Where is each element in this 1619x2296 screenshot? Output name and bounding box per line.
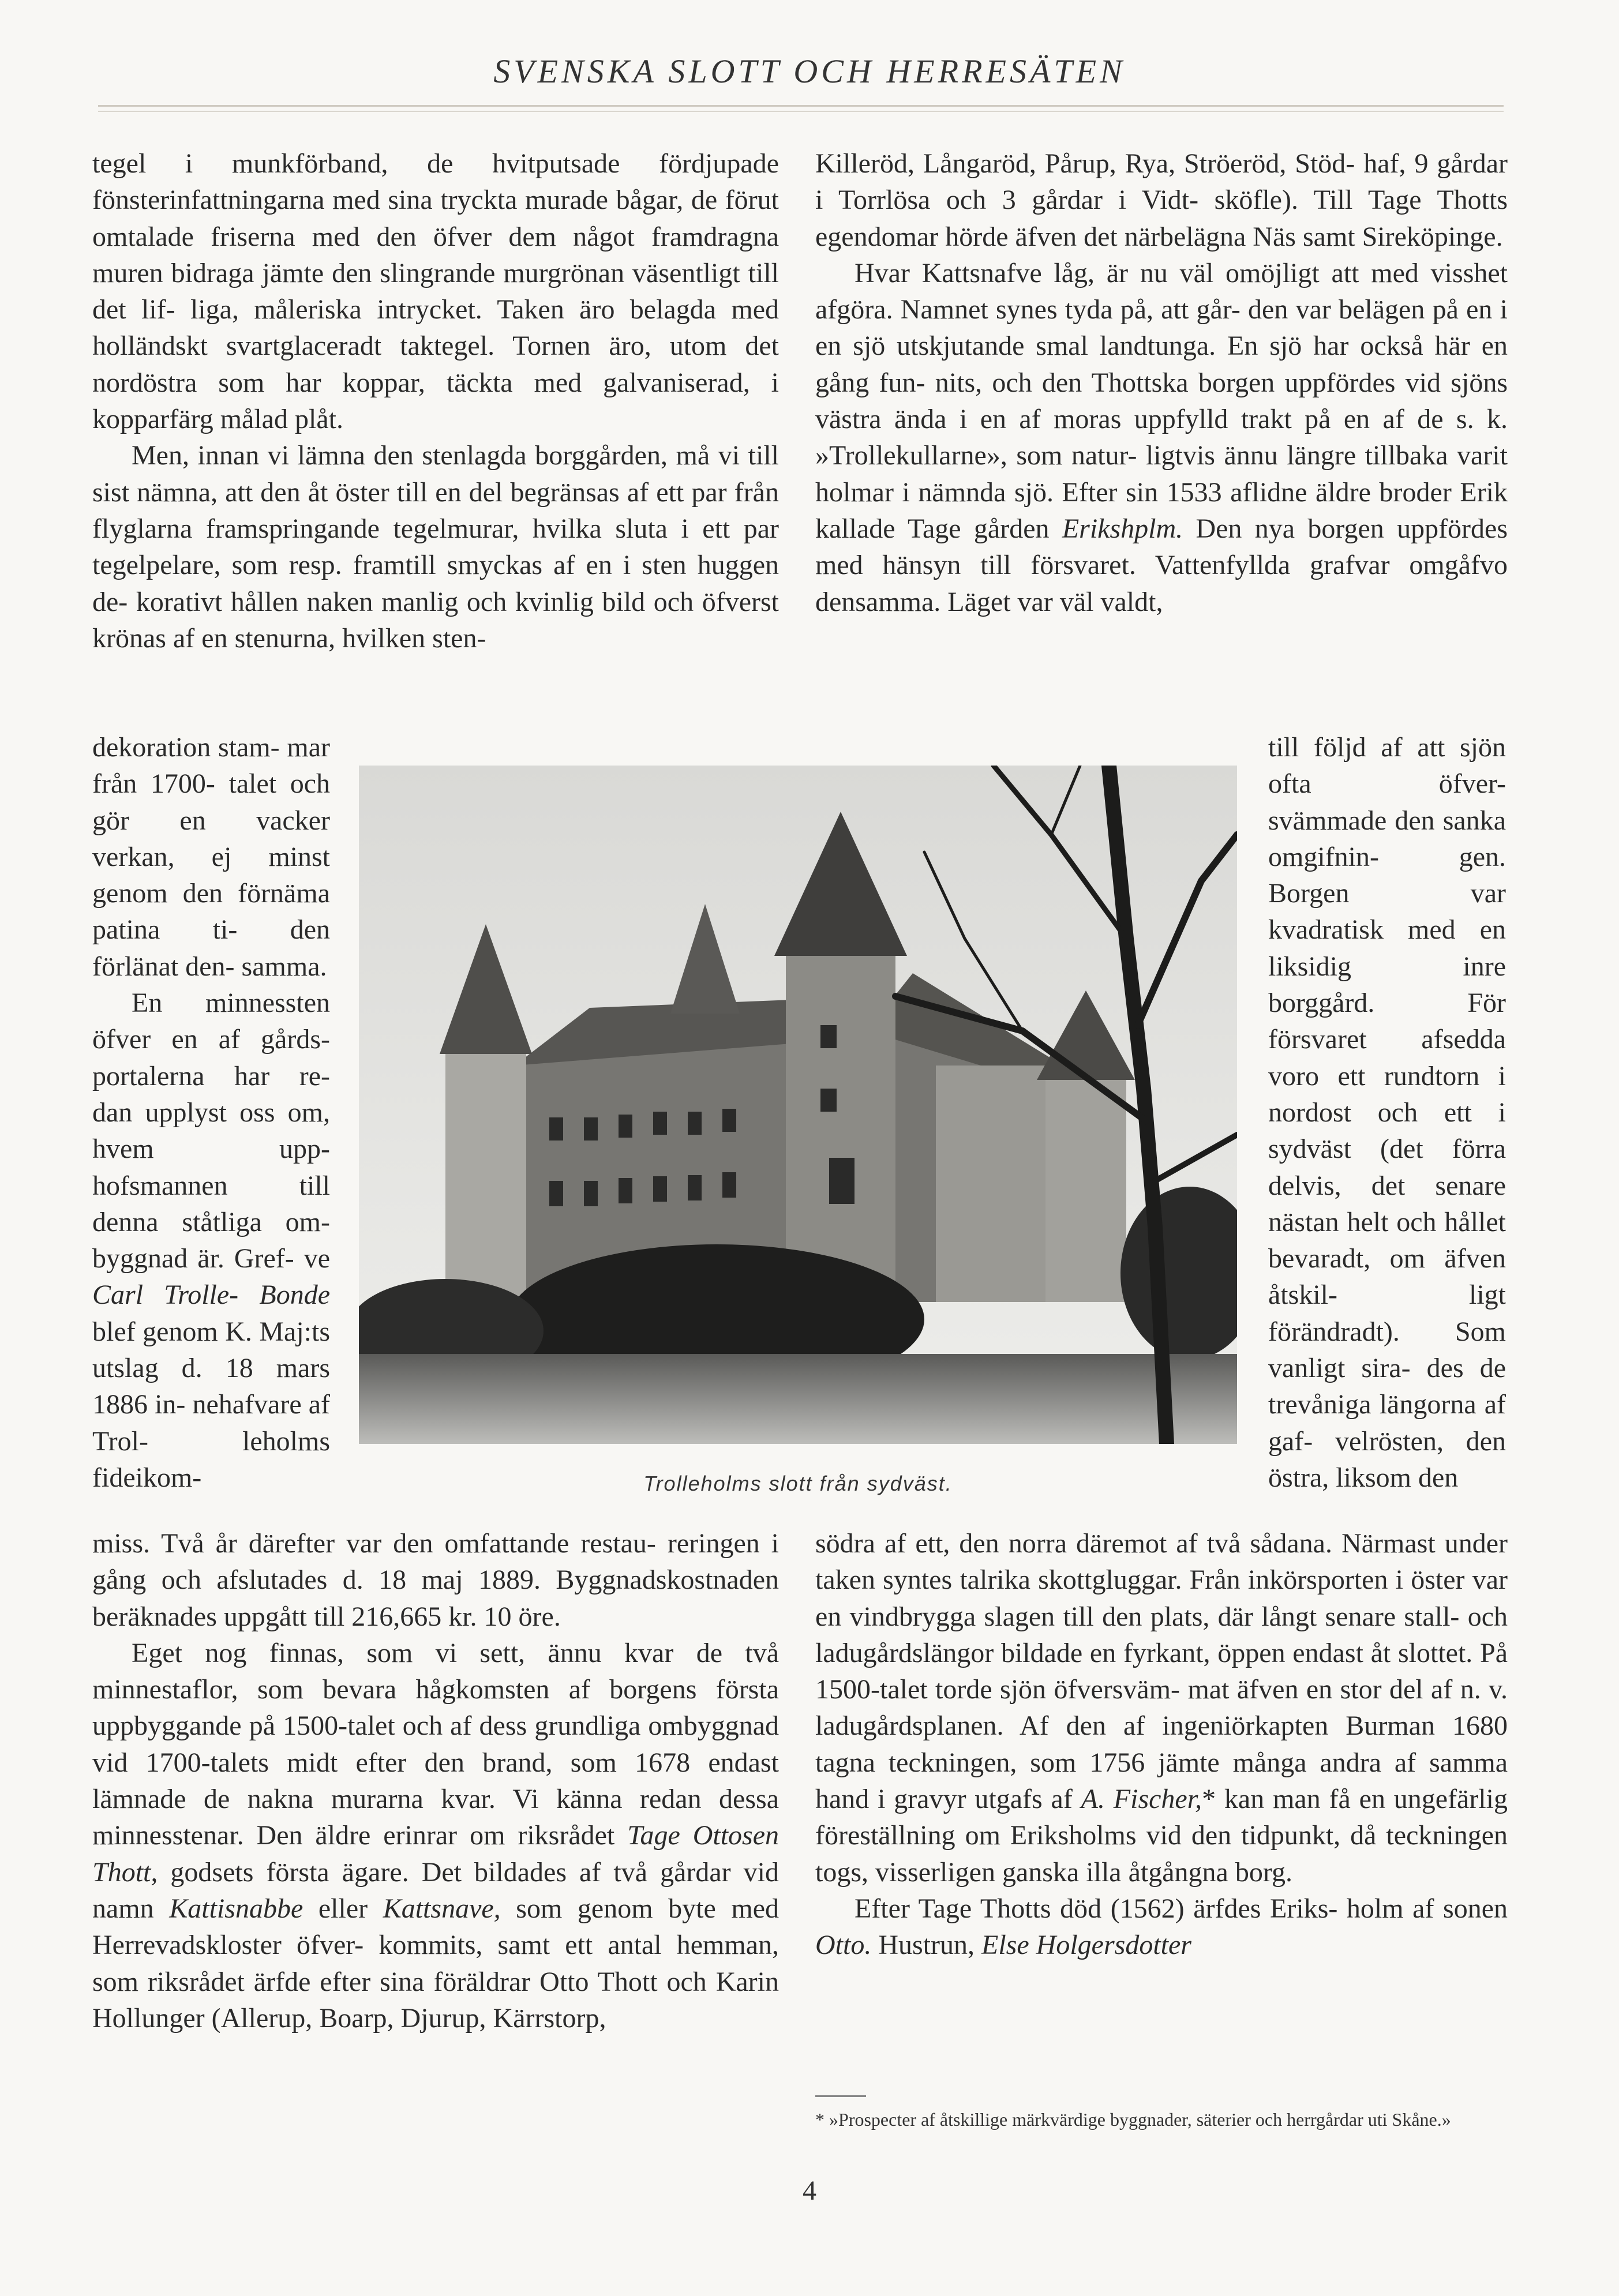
left-column-narrow <box>92 729 330 1496</box>
text-line: gen. Borgen var <box>1268 841 1506 909</box>
text-line: ganska illa åtgångna borg. <box>1002 1856 1292 1888</box>
text-line: Af den af ingeniörkapten Burman 1680 tagna <box>815 1710 1508 1778</box>
text-line: liga, måleriska intrycket. Taken äro belagda med <box>190 294 779 325</box>
italic-name: Kattisnabbe <box>169 1893 303 1924</box>
text-line: dan upplyst oss <box>92 1097 275 1128</box>
text-line: samma. <box>241 951 327 982</box>
paragraph <box>92 1525 779 1635</box>
text-line: K. Maj:ts utslag d. <box>92 1316 331 1384</box>
text-line: kallade Tage gården <box>815 513 1062 544</box>
text-line: voro ett rundtorn <box>1268 1060 1480 1091</box>
text-line: och öfverst krönas af en stenurna, hvilken sten- <box>92 586 779 654</box>
text-line: det närbelägna Näs samt Sireköpinge. <box>1084 221 1503 252</box>
text-line: en liksidig inre <box>1268 914 1506 982</box>
page-number: 4 <box>803 2175 816 2206</box>
text-line: teckningen, som 1756 jämte många andra af <box>888 1747 1416 1778</box>
text-line: des de trevåniga <box>1268 1353 1506 1420</box>
text-line: Hustrun, <box>878 1930 982 1961</box>
text-line: östra, liksom den <box>1268 1462 1459 1493</box>
italic-name: Otto. <box>815 1930 872 1961</box>
text-line: Hvar Kattsnafve låg, är nu väl omöjligt att med <box>855 257 1419 288</box>
text-line: Som vanligt sira- <box>1268 1316 1506 1384</box>
italic-name: A. Fischer, <box>1081 1784 1202 1815</box>
italic-name: Else Holgersdotter <box>981 1930 1191 1961</box>
paragraph <box>92 729 330 985</box>
text-line: i nordost och ett i <box>1268 1060 1506 1128</box>
text-line: om, hvem upp- <box>92 1097 331 1165</box>
text-line: om äfven åtskil- <box>1268 1243 1506 1311</box>
footnote: * »Prospecter af åtskillige märkvärdige byggnader, säterier och herrgårdar uti Skåne.» <box>815 2109 1451 2130</box>
text-line: kvadratisk med <box>1268 914 1456 946</box>
text-line: bågar, de förut omtalade friserna med den öfver <box>92 185 779 252</box>
text-line: första uppbyggande på 1500-talet och af dess <box>92 1674 779 1742</box>
text-line: nästan helt och <box>1268 1206 1437 1237</box>
text-line: resp. framtill smyckas af en i sten huggen de- <box>92 550 779 617</box>
text-line: miss. Två år därefter var den omfattande restau- <box>92 1528 656 1559</box>
text-line: minnestaflor, som bevara hågkomsten af borgens <box>92 1674 697 1705</box>
italic-name: Thott, <box>92 1856 158 1888</box>
text-line: Den äldre erinrar om riksrådet <box>256 1820 628 1851</box>
text-line: som genom byte med Herrevadskloster öfver- <box>92 1893 779 1961</box>
text-line: visshet afgöra. Namnet synes tyda på, att går- <box>815 257 1508 325</box>
text-line: holländskt svartglaceradt taktegel. Tornen äro, <box>92 331 651 362</box>
text-line: sanka omgifnin- <box>1268 805 1506 872</box>
text-line: södra af ett, den norra däremot af två sådana. <box>815 1528 1332 1559</box>
text-line: ligt förändradt). <box>1268 1280 1506 1347</box>
text-line: velrösten, den <box>1335 1425 1506 1457</box>
text-line: nehafvare af Trol- <box>92 1389 330 1457</box>
text-line: eller <box>303 1893 383 1924</box>
text-line: reringen i gång och afslutades d. 18 maj 1889. <box>92 1528 779 1596</box>
text-line: begränsas af ett par från flyglarna framspringande <box>92 477 779 544</box>
text-line: * kan <box>1202 1784 1265 1815</box>
italic-name: Tage Ottosen <box>627 1820 779 1851</box>
text-line: tegel i munkförband, de hvitputsade fördjupade <box>92 148 779 179</box>
text-line: byggnad är. Gref- <box>92 1243 294 1274</box>
text-line: till följd af att <box>1268 732 1445 763</box>
text-line: landtunga. En sjö har också här en gång fun- <box>815 331 1508 398</box>
text-line: haf, 9 gårdar i Torrlösa och 3 gårdar i Vidt- <box>815 148 1508 216</box>
text-line: på en af de s. k. »Trollekullarne», som natur- <box>815 404 1508 471</box>
right-column-narrow <box>1268 729 1506 1496</box>
text-line: ligtvis ännu längre tillbaka varit holmar i nämnda <box>815 440 1508 508</box>
text-line: ladugårdslängor bildade en fyrkant, öppen endast <box>815 1637 1363 1668</box>
text-line: den förlänat den- <box>92 914 330 982</box>
text-line: sjön ofta öfver- <box>1268 732 1506 800</box>
running-header: SVENSKA SLOTT OCH HERRESÄTEN <box>493 52 1126 90</box>
left-column-top <box>92 145 779 656</box>
text-line: sjö. Efter sin 1533 aflidne äldre broder Erik <box>1014 477 1508 508</box>
text-line: Hollunger (Allerup, Boarp, Djurup, Kärrstorp, <box>92 2002 606 2034</box>
text-line: minst genom den <box>92 841 331 909</box>
paragraph <box>815 255 1508 620</box>
paragraph <box>92 437 779 656</box>
text-line: delvis, det senare <box>1268 1170 1506 1201</box>
text-line: 216,665 kr. 10 öre. <box>351 1601 561 1632</box>
footnote-rule <box>815 2095 866 2097</box>
text-line: dem något framdragna muren bidraga jämte <box>92 221 779 288</box>
text-line: korativt hållen naken manlig och kvinlig bild <box>136 586 646 617</box>
text-line: En minnessten <box>132 988 330 1019</box>
text-line: hållet bevaradt, <box>1268 1206 1506 1274</box>
text-line: Från inkörsporten i öster var en vindbrygga <box>815 1565 1508 1632</box>
italic-name: Bonde <box>259 1280 330 1311</box>
text-line: sköfle). Till Tage Thotts egendomar hörde äfven <box>815 185 1508 252</box>
text-line: Den nya borgen <box>1183 513 1384 544</box>
text-line: mat äfven en stor del af n. v. ladugårdsplanen. <box>815 1674 1508 1742</box>
paragraph <box>815 1525 1508 1890</box>
figure-caption: Trolleholms slott från sydväst. <box>643 1472 953 1495</box>
italic-name: Erikshplm. <box>1062 513 1183 544</box>
text-line: den brand, som 1678 endast lämnade de nakna <box>92 1747 779 1815</box>
text-line: Killeröd, Långaröd, Pårup, Rya, Ströeröd, Stöd- <box>815 148 1355 179</box>
text-line: man få en ungefärlig föreställning om Eriksholms <box>815 1784 1508 1851</box>
text-line: Men, innan vi lämna den stenlagda borggården, <box>132 440 668 471</box>
text-line: grundliga ombyggnad vid 1700-talets midt efter <box>92 1710 779 1778</box>
text-line: gårdar vid namn <box>92 1856 779 1924</box>
text-line: leholms fideikom- <box>92 1425 330 1493</box>
text-line: nits, och den Thottska borgen uppfördes vid <box>935 367 1441 398</box>
text-line: sjöns västra ända i en af moras uppfylld trakt <box>815 367 1508 435</box>
text-line: den var belägen på en i en sjö utskjutande smal <box>815 294 1508 362</box>
text-line: längorna af gaf- <box>1268 1389 1506 1457</box>
header-rule <box>98 105 1504 107</box>
text-line: dekoration stam- <box>92 732 280 763</box>
paragraph <box>815 1890 1508 1964</box>
header-rule-thin <box>98 111 1504 112</box>
paragraph <box>1268 729 1506 1496</box>
right-column-bottom <box>815 1525 1508 1964</box>
text-line: portalerna har re- <box>92 1060 330 1091</box>
text-line: Byggnadskostnaden beräknades uppgått till <box>92 1565 779 1632</box>
text-line: utom det nordöstra som har koppar, täckta med <box>92 331 779 398</box>
castle-photograph <box>359 766 1237 1444</box>
text-line: förnäma patina ti- <box>92 878 330 946</box>
text-line: försvaret afsedda <box>1268 1024 1506 1055</box>
text-line: ve <box>303 1243 330 1274</box>
paragraph <box>92 1635 779 2036</box>
text-line: blef genom <box>92 1316 218 1347</box>
text-line: uppfördes med hänsyn till försvaret. Vattenfyllda <box>815 513 1508 581</box>
text-line: vid den tidpunkt, då teckningen togs, visserligen <box>815 1820 1508 1888</box>
paragraph <box>92 145 779 437</box>
paragraph <box>92 985 330 1496</box>
text-line: 18 mars 1886 in- <box>92 1353 331 1420</box>
text-line: åt slottet. På 1500-talet torde sjön öfversväm- <box>815 1637 1508 1705</box>
text-line: den slingrande murgrönan väsentligt till det lif- <box>92 257 779 325</box>
text-line: ärfde efter sina föräldrar Otto Thott och Karin <box>253 1966 779 1997</box>
paragraph <box>815 145 1508 255</box>
italic-name: Carl Trolle- <box>92 1280 239 1311</box>
italic-name: Kattsnave, <box>383 1893 501 1924</box>
text-line: Eget nog finnas, som vi sett, ännu kvar de två <box>132 1637 779 1668</box>
text-line: slagen till den plats, där långt senare stall- och <box>984 1601 1508 1632</box>
text-line: sydväst (det förra <box>1268 1134 1506 1165</box>
text-line: grafvar omgåfvo densamma. Läget var väl valdt, <box>815 550 1508 617</box>
text-line: godsets första ägare. Det bildades af två <box>158 1856 648 1888</box>
text-line: galvaniserad, i kopparfärg målad plåt. <box>92 367 779 435</box>
text-line: talet och gör en <box>92 768 331 836</box>
text-line: må vi till sist nämna, att den åt öster till en del <box>92 440 779 508</box>
text-line: svämmade den <box>1268 805 1435 836</box>
text-line: hofsmannen till <box>92 1170 330 1201</box>
text-line: kommits, samt ett antal hemman, som riksrådet <box>92 1930 779 1997</box>
text-line: borggård. För <box>1268 988 1506 1019</box>
text-line: holm af sonen <box>1346 1893 1508 1924</box>
left-column-bottom <box>92 1525 779 2036</box>
text-line: vacker verkan, ej <box>92 805 330 872</box>
right-column-top <box>815 145 1508 620</box>
text-line: Efter Tage Thotts död (1562) ärfdes Eriks- <box>855 1893 1338 1924</box>
text-line: tegelmurar, hvilka sluta i ett par tegelpelare, som <box>92 513 779 581</box>
text-line: samma hand i gravyr utgafs af <box>815 1747 1508 1815</box>
text-line: Närmast under taken syntes talrika skottgluggar. <box>815 1528 1508 1596</box>
text-line: murarna kvar. Vi känna redan dessa minnesstenar. <box>92 1784 779 1851</box>
text-line: fönsterinfattningarna med sina tryckta murade <box>92 185 608 216</box>
text-line: mar från 1700- <box>92 732 330 800</box>
text-line: öfver en af gårds- <box>92 1024 330 1055</box>
text-line: denna ståtliga om- <box>92 1206 330 1237</box>
